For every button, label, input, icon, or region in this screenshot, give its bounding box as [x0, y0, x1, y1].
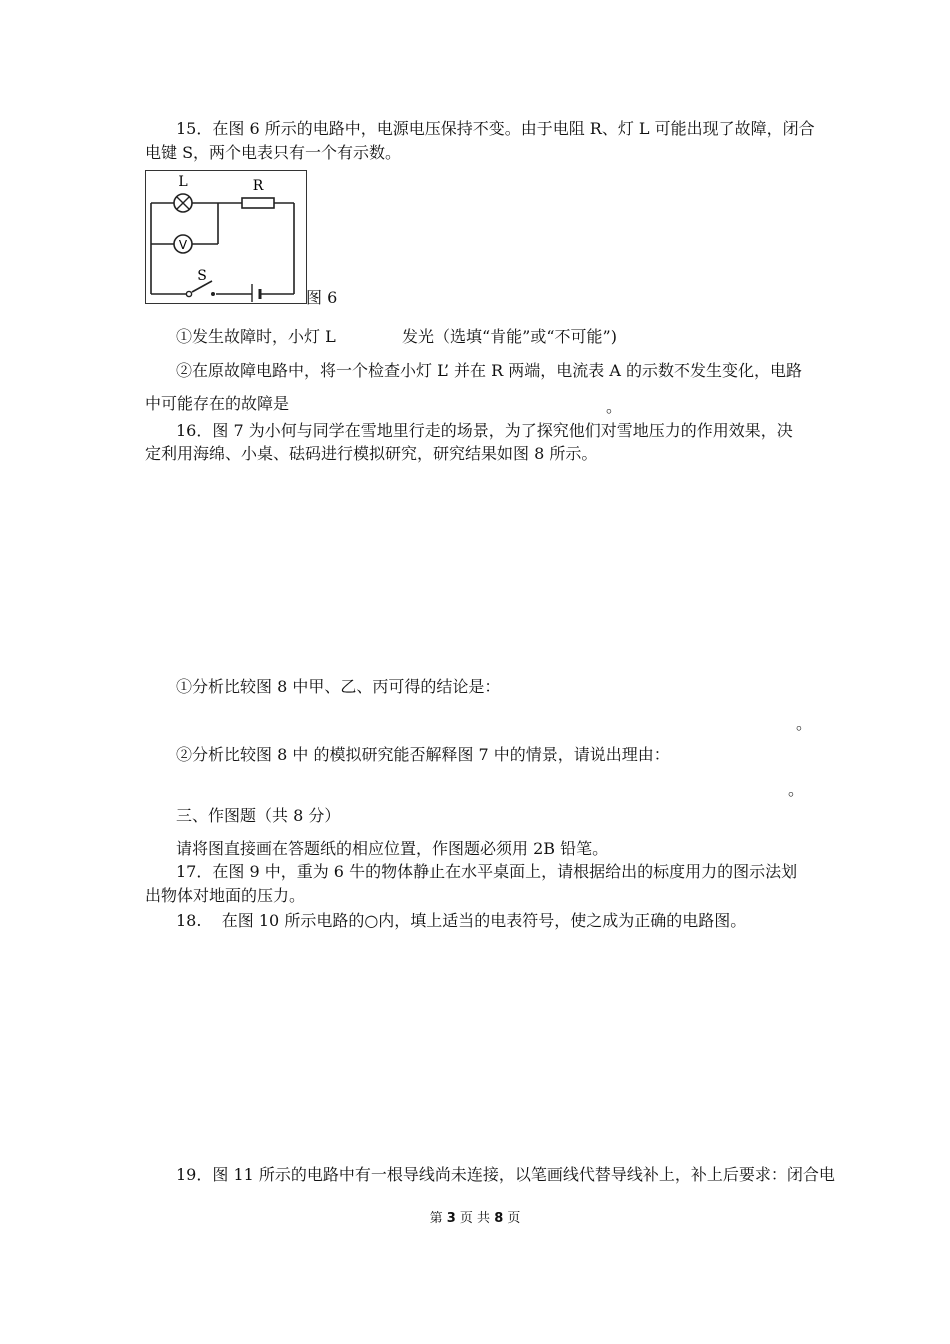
- resistor-label: R: [252, 178, 264, 194]
- q15-line1: 15．在图 6 所示的电路中，电源电压保持不变。由于电阻 R、灯 L 可能出现了故障，闭合: [176, 119, 815, 138]
- section-3-title: 三、作图题（共 8 分）: [176, 806, 341, 825]
- footer-prefix: 第: [429, 1211, 443, 1226]
- section-3-instruction: 请将图直接画在答题纸的相应位置，作图题必须用 2B 铅笔。: [176, 839, 609, 858]
- q15-line2: 电键 S，两个电表只有一个有示数。: [145, 143, 402, 162]
- footer-suffix: 页: [507, 1211, 521, 1226]
- q16-sub1-end: 。: [796, 714, 813, 733]
- footer-middle: 页 共: [459, 1211, 491, 1226]
- footer-page-number: 3: [446, 1211, 456, 1226]
- figure-6-caption: 图 6: [306, 288, 338, 307]
- q16-line2: 定利用海绵、小桌、砝码进行模拟研究，研究结果如图 8 所示。: [145, 444, 598, 463]
- q15-sub1-part1: ①发生故障时，小灯 L: [176, 327, 336, 346]
- battery-icon: [252, 284, 260, 302]
- q15-sub2-line1: ②在原故障电路中，将一个检查小灯 L’ 并在 R 两端，电流表 A 的示数不发生变化，电路: [176, 361, 802, 380]
- q17-line2: 出物体对地面的压力。: [145, 886, 306, 905]
- q16-line1: 16．图 7 为小何与同学在雪地里行走的场景，为了探究他们对雪地压力的作用效果，决: [176, 421, 793, 440]
- q16-sub2-end: 。: [788, 780, 805, 799]
- q19-line1: 19．图 11 所示的电路中有一根导线尚未连接，以笔画线代替导线补上，补上后要求：闭合电: [176, 1165, 835, 1184]
- circuit-diagram: [146, 171, 306, 303]
- switch-label: S: [197, 268, 207, 284]
- q16-sub1: ①分析比较图 8 中甲、乙、丙可得的结论是：: [176, 677, 501, 696]
- figure-6-circuit: [145, 170, 307, 304]
- page-footer: [0, 1207, 950, 1226]
- footer-total-pages: 8: [494, 1211, 504, 1226]
- q15-sub2-end: 。: [606, 397, 623, 416]
- q17-line1: 17．在图 9 中，重为 6 牛的物体静止在水平桌面上，请根据给出的标度用力的图示法划: [176, 862, 798, 881]
- voltmeter-label: V: [178, 238, 188, 252]
- q15-sub1-part2: 发光（选填“肯能”或“不可能”): [402, 327, 617, 346]
- lamp-icon: [174, 194, 192, 212]
- q15-sub2-line2: 中可能存在的故障是: [145, 394, 290, 413]
- switch-icon: [186, 291, 191, 296]
- lamp-label: L: [178, 174, 188, 190]
- q18-text: 18. 在图 10 所示电路的○内，填上适当的电表符号，使之成为正确的电路图。: [176, 911, 747, 930]
- q16-sub2: ②分析比较图 8 中 的模拟研究能否解释图 7 中的情景，请说出理由：: [176, 745, 670, 764]
- resistor-icon: [242, 198, 274, 208]
